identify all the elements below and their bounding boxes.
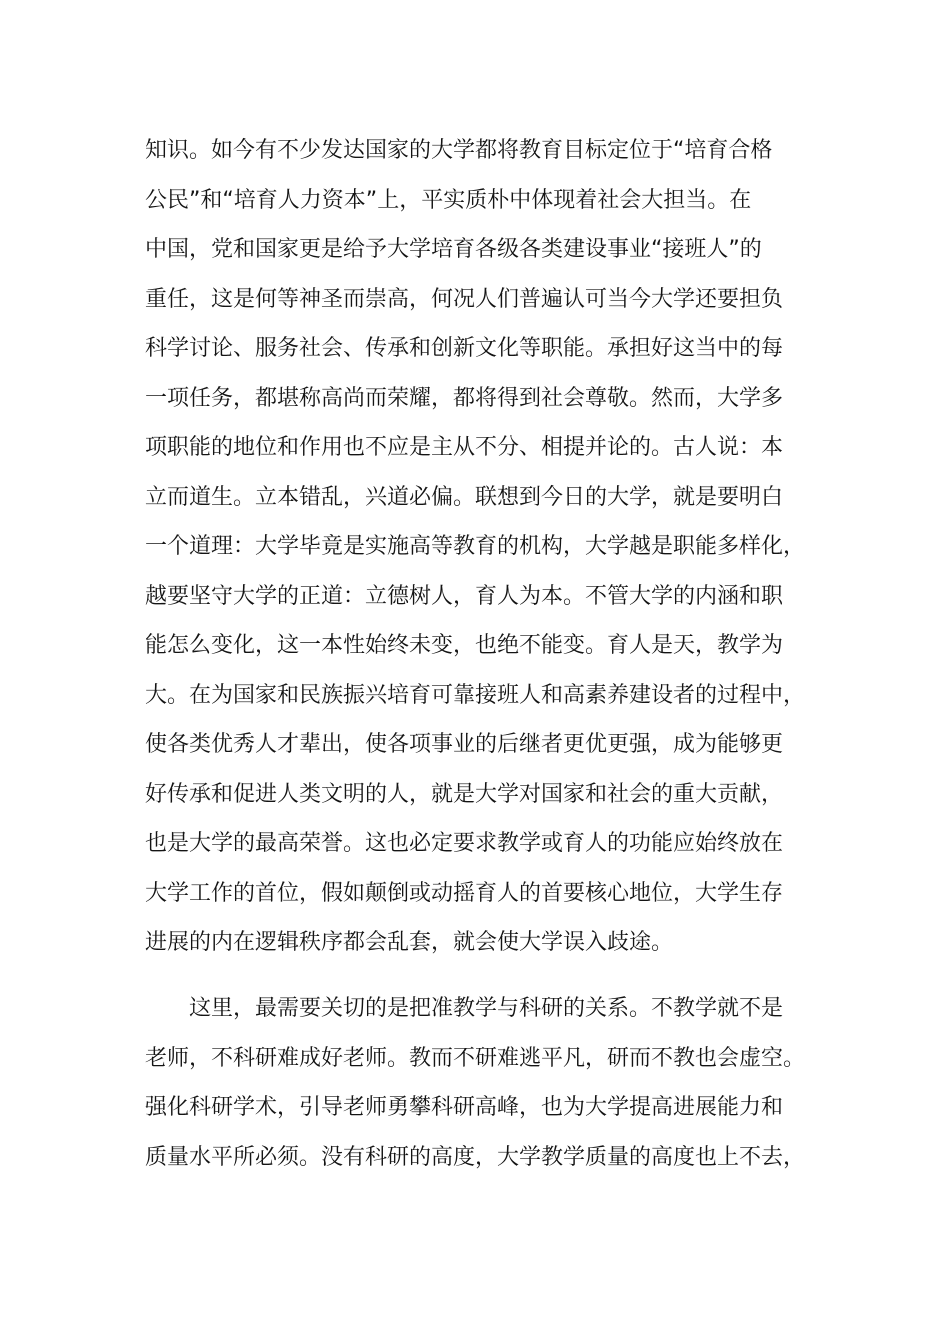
text-line: 大。在为国家和民族振兴培育可靠接班人和高素养建设者的过程中， [145,682,806,708]
text-line: 好传承和促进人类文明的人，就是大学对国家和社会的重大贡献， [145,781,784,807]
text-line: 知识。如今有不少发达国家的大学都将教育目标定位于“培育合格 [145,138,773,163]
text-line: 老师，不科研难成好老师。教而不研难逃平凡，研而不教也会虚空。 [145,1045,806,1071]
text-line: 质量水平所必须。没有科研的高度，大学教学质量的高度也上不去， [145,1144,806,1170]
text-line: 大学工作的首位，假如颠倒或动摇育人的首要核心地位，大学生存 [145,880,784,906]
text-line: 公民”和“培育人力资本”上，平实质朴中体现着社会大担当。在 [145,187,752,213]
text-line: 能怎么变化，这一本性始终未变，也绝不能变。育人是天，教学为 [145,633,784,658]
text-line: 科学讨论、服务社会、传承和创新文化等职能。承担好这当中的每 [145,336,784,361]
text-line: 使各类优秀人才辈出，使各项事业的后继者更优更强，成为能够更 [145,732,784,757]
text-line: 中国，党和国家更是给予大学培育各级各类建设事业“接班人”的 [145,237,762,262]
text-line: 强化科研学术，引导老师勇攀科研高峰，也为大学提高进展能力和 [145,1095,784,1120]
text-line: 一项任务，都堪称高尚而荣耀，都将得到社会尊敬。然而，大学多 [145,385,784,411]
text-line: 重任，这是何等神圣而崇高，何况人们普遍认可当今大学还要担负 [145,286,784,312]
text-line: 进展的内在逻辑秩序都会乱套，就会使大学误入歧途。 [145,930,674,955]
text-line: 也是大学的最高荣誉。这也必定要求教学或育人的功能应始终放在 [145,831,784,856]
text-line: 越要坚守大学的正道：立德树人，育人为本。不管大学的内涵和职 [145,583,784,609]
text-line: 项职能的地位和作用也不应是主从不分、相提并论的。古人说：本 [145,435,784,460]
text-line: 立而道生。立本错乱，兴道必偏。联想到今日的大学，就是要明白 [145,484,784,510]
text-line: 一个道理：大学毕竟是实施高等教育的机构，大学越是职能多样化， [145,534,806,559]
text-line: 这里，最需要关切的是把准教学与科研的关系。不教学就不是 [189,996,784,1021]
